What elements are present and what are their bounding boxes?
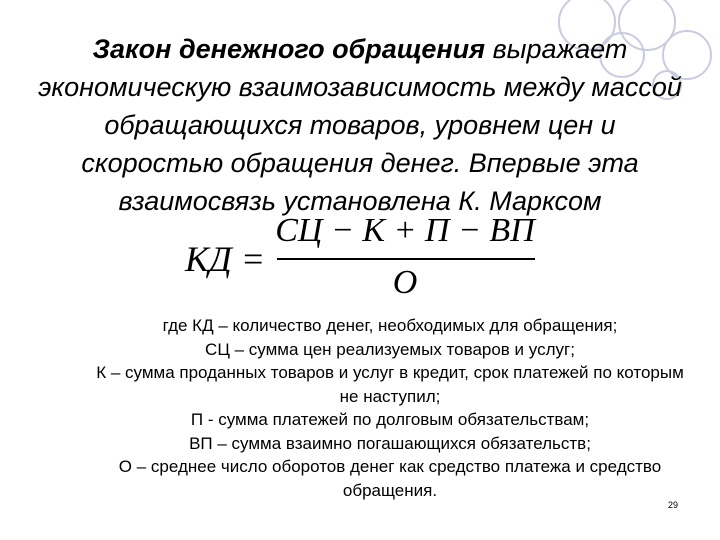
legend-list [90, 314, 690, 502]
fraction-bar [277, 258, 535, 260]
legend-item: где КД – количество денег, необходимых для обращения; [162, 316, 618, 335]
legend-item: ВП – сумма взаимно погашающихся обязательств; [189, 433, 591, 453]
page-number: 29 [667, 500, 678, 510]
heading-paragraph [30, 30, 690, 220]
formula-denominator: О [392, 264, 418, 301]
legend-item: О – среднее число оборотов денег как средство платежа и средство обращения. [118, 457, 662, 500]
heading-text: выражает экономическую взаимозависимость между массой обращающихся товаров, уровнем цен и скоростью обращения денег. Впервые эта взаимосвязь установлена К. Марксом [38, 34, 682, 216]
legend-item: СЦ – сумма цен реализуемых товаров и услуг; [205, 339, 575, 359]
heading-term: Закон денежного обращения [92, 34, 486, 64]
legend-item: П - сумма платежей по долговым обязательствам; [190, 410, 590, 429]
formula-numerator: СЦ − К + П − ВП [275, 212, 535, 249]
formula-lhs: КД = [185, 239, 266, 279]
legend-item: К – сумма проданных товаров и услуг в кредит, срок платежей по которым не наступил; [96, 363, 684, 406]
formula [185, 212, 555, 302]
